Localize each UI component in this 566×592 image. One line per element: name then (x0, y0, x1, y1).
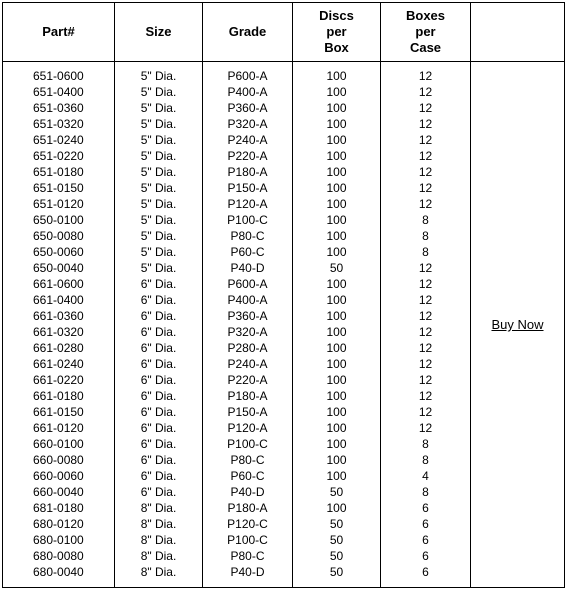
discs-per-box-value: 100 (326, 101, 347, 115)
boxes-per-case-value: 12 (418, 117, 433, 131)
size-value: 6" Dia. (140, 437, 177, 451)
part-number: 651-0240 (33, 133, 84, 147)
boxes-per-case-value: 12 (418, 373, 433, 387)
part-number: 661-0320 (33, 325, 84, 339)
part-number: 681-0180 (33, 501, 84, 515)
buy-now-link[interactable]: Buy Now (491, 317, 544, 332)
grade-value: P600-A (227, 69, 268, 83)
part-number: 660-0040 (33, 485, 84, 499)
size-value: 6" Dia. (140, 325, 177, 339)
discs-per-box-value: 100 (326, 453, 347, 467)
grade-value: P180-A (227, 501, 268, 515)
discs-per-box-value: 100 (326, 149, 347, 163)
discs-per-box-value: 100 (326, 117, 347, 131)
discs-per-box-value: 100 (326, 69, 347, 83)
discs-per-box-value: 100 (326, 357, 347, 371)
boxes-per-case-value: 8 (422, 453, 429, 467)
grade-value: P60-C (230, 469, 265, 483)
boxes-per-case-value: 12 (418, 133, 433, 147)
part-number: 661-0120 (33, 421, 84, 435)
part-column (3, 62, 115, 588)
header-boxes-line: per (415, 24, 436, 39)
size-value: 5" Dia. (140, 133, 177, 147)
discs-per-box-value: 100 (326, 469, 347, 483)
size-value: 6" Dia. (140, 389, 177, 403)
grade-value: P120-A (227, 421, 268, 435)
part-number: 651-0120 (33, 197, 84, 211)
discs-per-box-value: 100 (326, 501, 347, 515)
boxes-per-case-value: 12 (418, 149, 433, 163)
boxes-per-case-value: 12 (418, 389, 433, 403)
grade-value: P100-C (227, 533, 268, 547)
grade-value: P120-C (227, 517, 268, 531)
size-value: 5" Dia. (140, 229, 177, 243)
boxes-per-case-value: 6 (422, 533, 429, 547)
part-number: 661-0280 (33, 341, 84, 355)
part-number: 651-0400 (33, 85, 84, 99)
size-value: 5" Dia. (140, 117, 177, 131)
part-number: 661-0400 (33, 293, 84, 307)
discs-per-box-value: 100 (326, 181, 347, 195)
size-value: 5" Dia. (140, 213, 177, 227)
size-value: 5" Dia. (140, 101, 177, 115)
header-grade-label: Grade (228, 24, 267, 39)
boxes-per-case-value: 12 (418, 421, 433, 435)
grade-value: P80-C (230, 229, 265, 243)
discs-per-box-value: 50 (329, 533, 344, 547)
size-value: 5" Dia. (140, 69, 177, 83)
size-value: 6" Dia. (140, 373, 177, 387)
boxes-per-case-value: 12 (418, 261, 433, 275)
header-part-label: Part# (42, 24, 75, 39)
size-value: 6" Dia. (140, 309, 177, 323)
discs-per-box-value: 100 (326, 405, 347, 419)
part-number: 661-0360 (33, 309, 84, 323)
boxes-per-case-value: 6 (422, 565, 429, 579)
grade-value: P400-A (227, 85, 268, 99)
size-value: 8" Dia. (140, 565, 177, 579)
grade-value: P320-A (227, 325, 268, 339)
part-number: 680-0120 (33, 517, 84, 531)
boxes-per-case-value: 12 (418, 405, 433, 419)
part-number: 651-0150 (33, 181, 84, 195)
boxes-per-case-value: 8 (422, 485, 429, 499)
discs-per-box-value: 50 (329, 517, 344, 531)
discs-per-box-value: 100 (326, 437, 347, 451)
boxes-per-case-value: 12 (418, 277, 433, 291)
grade-value: P80-C (230, 453, 265, 467)
boxes-per-case-value: 4 (422, 469, 429, 483)
part-number: 661-0220 (33, 373, 84, 387)
discs-per-box-value: 100 (326, 245, 347, 259)
grade-value: P240-A (227, 133, 268, 147)
discs-per-box-column (293, 62, 381, 588)
body-row (3, 62, 565, 588)
header-discs-line: Discs (319, 8, 354, 23)
boxes-per-case-value: 6 (422, 549, 429, 563)
discs-per-box-value: 50 (329, 485, 344, 499)
part-number: 650-0040 (33, 261, 84, 275)
grade-value: P600-A (227, 277, 268, 291)
part-number: 680-0100 (33, 533, 84, 547)
discs-per-box-value: 100 (326, 229, 347, 243)
size-value: 5" Dia. (140, 85, 177, 99)
grade-value: P40-D (230, 565, 265, 579)
size-value: 8" Dia. (140, 501, 177, 515)
grade-value: P100-C (227, 437, 268, 451)
boxes-per-case-value: 12 (418, 341, 433, 355)
discs-per-box-value: 100 (326, 133, 347, 147)
size-value: 5" Dia. (140, 197, 177, 211)
discs-per-box-value: 100 (326, 165, 347, 179)
grade-value: P150-A (227, 405, 268, 419)
part-number: 651-0600 (33, 69, 84, 83)
grade-value: P150-A (227, 181, 268, 195)
part-number: 660-0080 (33, 453, 84, 467)
discs-per-box-value: 100 (326, 373, 347, 387)
header-action (471, 3, 565, 62)
part-number: 660-0100 (33, 437, 84, 451)
size-value: 8" Dia. (140, 517, 177, 531)
size-value: 8" Dia. (140, 533, 177, 547)
discs-per-box-value: 100 (326, 85, 347, 99)
discs-per-box-value: 50 (329, 565, 344, 579)
header-boxes-per-case (381, 3, 471, 62)
boxes-per-case-value: 6 (422, 517, 429, 531)
grade-value: P360-A (227, 101, 268, 115)
buy-now-cell (471, 62, 565, 588)
part-number: 651-0360 (33, 101, 84, 115)
grade-value: P80-C (230, 549, 265, 563)
header-discs-per-box (293, 3, 381, 62)
boxes-per-case-value: 12 (418, 309, 433, 323)
size-column (115, 62, 203, 588)
size-value: 6" Dia. (140, 453, 177, 467)
boxes-per-case-value: 12 (418, 357, 433, 371)
discs-per-box-value: 100 (326, 421, 347, 435)
part-number: 651-0220 (33, 149, 84, 163)
size-value: 6" Dia. (140, 421, 177, 435)
size-value: 6" Dia. (140, 293, 177, 307)
grade-value: P40-D (230, 261, 265, 275)
boxes-per-case-value: 8 (422, 437, 429, 451)
discs-per-box-value: 100 (326, 277, 347, 291)
header-boxes-line: Boxes (405, 8, 446, 23)
discs-per-box-value: 100 (326, 293, 347, 307)
part-number: 661-0240 (33, 357, 84, 371)
boxes-per-case-value: 8 (422, 229, 429, 243)
part-number: 650-0100 (33, 213, 84, 227)
grade-value: P180-A (227, 165, 268, 179)
size-value: 5" Dia. (140, 261, 177, 275)
discs-per-box-value: 50 (329, 549, 344, 563)
size-value: 6" Dia. (140, 469, 177, 483)
header-boxes-line: Case (409, 40, 442, 55)
header-size-label: Size (145, 24, 172, 39)
size-value: 6" Dia. (140, 405, 177, 419)
header-grade (203, 3, 293, 62)
part-number: 680-0080 (33, 549, 84, 563)
part-number: 680-0040 (33, 565, 84, 579)
boxes-per-case-value: 8 (422, 245, 429, 259)
header-discs-line: per (326, 24, 347, 39)
discs-per-box-value: 100 (326, 389, 347, 403)
grade-value: P180-A (227, 389, 268, 403)
part-number: 650-0060 (33, 245, 84, 259)
size-value: 6" Dia. (140, 341, 177, 355)
boxes-per-case-value: 12 (418, 101, 433, 115)
discs-per-box-value: 100 (326, 309, 347, 323)
grade-value: P60-C (230, 245, 265, 259)
part-number: 661-0150 (33, 405, 84, 419)
parts-table (2, 2, 565, 588)
header-size (115, 3, 203, 62)
size-value: 6" Dia. (140, 485, 177, 499)
grade-value: P280-A (227, 341, 268, 355)
grade-value: P220-A (227, 149, 268, 163)
boxes-per-case-value: 12 (418, 85, 433, 99)
boxes-per-case-value: 12 (418, 197, 433, 211)
boxes-per-case-value: 12 (418, 165, 433, 179)
header-discs-line: Box (324, 40, 349, 55)
grade-value: P360-A (227, 309, 268, 323)
part-number: 650-0080 (33, 229, 84, 243)
part-number: 651-0320 (33, 117, 84, 131)
size-value: 5" Dia. (140, 165, 177, 179)
boxes-per-case-value: 6 (422, 501, 429, 515)
discs-per-box-value: 100 (326, 213, 347, 227)
grade-column (203, 62, 293, 588)
part-number: 660-0060 (33, 469, 84, 483)
size-value: 6" Dia. (140, 277, 177, 291)
size-value: 5" Dia. (140, 245, 177, 259)
grade-value: P40-D (230, 485, 265, 499)
grade-value: P320-A (227, 117, 268, 131)
grade-value: P120-A (227, 197, 268, 211)
boxes-per-case-value: 12 (418, 293, 433, 307)
boxes-per-case-value: 12 (418, 325, 433, 339)
size-value: 8" Dia. (140, 549, 177, 563)
part-number: 661-0180 (33, 389, 84, 403)
grade-value: P240-A (227, 357, 268, 371)
size-value: 6" Dia. (140, 357, 177, 371)
boxes-per-case-value: 12 (418, 181, 433, 195)
size-value: 5" Dia. (140, 181, 177, 195)
discs-per-box-value: 100 (326, 341, 347, 355)
header-part (3, 3, 115, 62)
discs-per-box-value: 100 (326, 197, 347, 211)
boxes-per-case-value: 12 (418, 69, 433, 83)
size-value: 5" Dia. (140, 149, 177, 163)
grade-value: P400-A (227, 293, 268, 307)
grade-value: P220-A (227, 373, 268, 387)
header-row (3, 3, 565, 62)
boxes-per-case-column (381, 62, 471, 588)
part-number: 661-0600 (33, 277, 84, 291)
boxes-per-case-value: 8 (422, 213, 429, 227)
part-number: 651-0180 (33, 165, 84, 179)
discs-per-box-value: 50 (329, 261, 344, 275)
discs-per-box-value: 100 (326, 325, 347, 339)
grade-value: P100-C (227, 213, 268, 227)
